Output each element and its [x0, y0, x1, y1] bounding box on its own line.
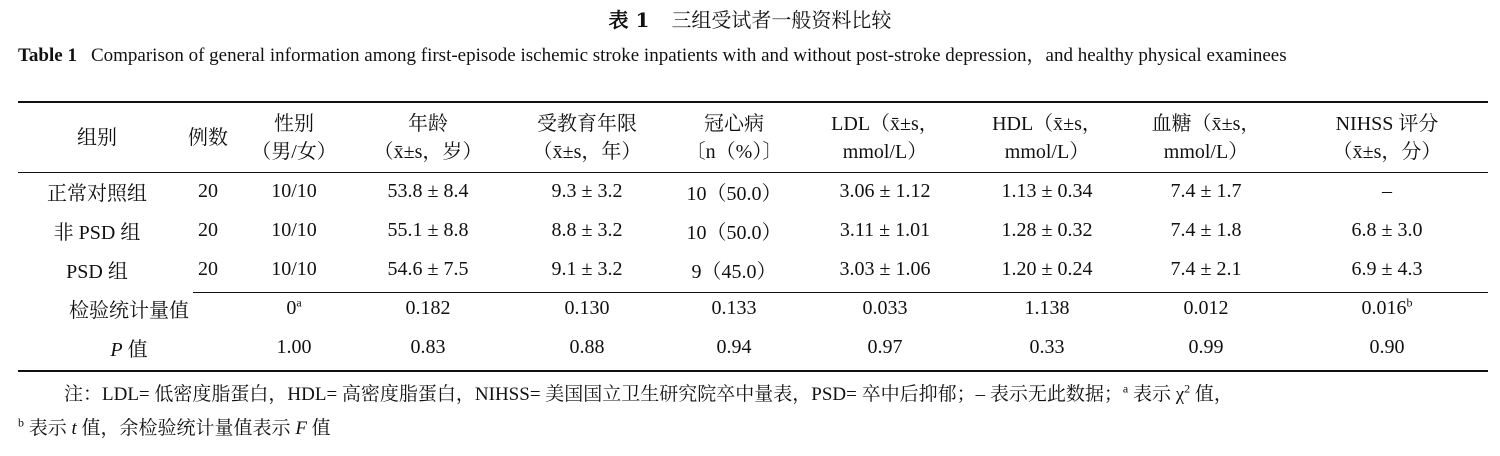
table-cell: 6.9 ± 4.3	[1351, 258, 1423, 280]
note-t: t	[71, 418, 77, 439]
header-cell	[348, 103, 508, 172]
table-cell: 0.133	[711, 297, 757, 319]
stat-nihss-sup: b	[1406, 295, 1413, 310]
note-b-text3: 值	[306, 418, 331, 439]
table-cell: 10/10	[271, 180, 317, 202]
header-line2: （x̄±s，年）	[532, 140, 642, 163]
header-cell	[802, 103, 968, 172]
header-line1: 血糖（x̄±s，	[1151, 112, 1261, 135]
table-cell: 非 PSD 组	[53, 222, 141, 244]
table-cell: 20	[198, 180, 218, 202]
table-cell: 10/10	[271, 258, 317, 280]
table-cell: 10（50.0）	[686, 222, 782, 244]
table-cell: 1.28 ± 0.32	[1001, 219, 1093, 241]
table-label-en: Table 1	[18, 45, 77, 66]
note-sup-b: b	[18, 415, 24, 430]
table-cell: 0.012	[1183, 297, 1229, 319]
note-line1: 注：LDL= 低密度脂蛋白，HDL= 高密度脂蛋白，NIHSS= 美国国立卫生研究院卒中量表，PSD= 卒中后抑郁；– 表示无此数据；	[64, 384, 1123, 405]
header-line2: （x̄±s，岁）	[373, 140, 483, 163]
header-cell	[666, 103, 802, 172]
table-cell: 20	[198, 258, 218, 280]
p-value-row	[18, 328, 1488, 367]
table-cell: 9.1 ± 3.2	[551, 258, 623, 280]
table-cell: 0.90	[1369, 336, 1405, 358]
table-cell: PSD 组	[66, 261, 128, 283]
table-cell: 6.8 ± 3.0	[1351, 219, 1423, 241]
table-cell: –	[1382, 180, 1392, 202]
header-cell	[968, 103, 1126, 172]
table-cell: 7.4 ± 1.7	[1170, 180, 1242, 202]
note-a-text2: 值，	[1190, 384, 1233, 405]
table-row	[18, 211, 1488, 250]
header-line1: HDL（x̄±s，	[992, 112, 1102, 135]
table-cell: 0.88	[569, 336, 605, 358]
table-cell: 7.4 ± 1.8	[1170, 219, 1242, 241]
table-label-cn: 表 1	[608, 8, 650, 32]
table-cell: 20	[198, 219, 218, 241]
header-line2: （男/女）	[251, 140, 337, 163]
table-cell: 0.033	[862, 297, 908, 319]
table-cell: 0.94	[716, 336, 752, 358]
stat-nihss-cell	[1286, 289, 1488, 328]
header-line2: （x̄±s，分）	[1332, 140, 1442, 163]
header-cell	[240, 103, 348, 172]
header-cell	[18, 103, 176, 172]
header-line1: NIHSS 评分	[1335, 112, 1439, 135]
table-caption-cn	[0, 4, 1500, 33]
table-cell: 54.6 ± 7.5	[387, 258, 469, 280]
table-cell: 55.1 ± 8.8	[387, 219, 469, 241]
table-cell: 0.83	[410, 336, 446, 358]
bottom-rule	[18, 370, 1488, 372]
table-title-cn: 三组受试者一般资料比较	[671, 8, 892, 32]
table-cell: 0.130	[564, 297, 610, 319]
table-cell: 10/10	[271, 219, 317, 241]
table-cell: 1.00	[276, 336, 312, 358]
table-cell: 1.20 ± 0.24	[1001, 258, 1093, 280]
table-cell: 0.182	[405, 297, 451, 319]
table-cell: 9.3 ± 3.2	[551, 180, 623, 202]
header-line1: 年龄	[408, 112, 448, 135]
table-cell: 53.8 ± 8.4	[387, 180, 469, 202]
note-chi-sup: 2	[1184, 381, 1191, 396]
header-line2: mmol/L）	[842, 140, 928, 163]
header-cell	[1286, 103, 1488, 172]
stat-row	[18, 289, 1488, 328]
header-cell	[1126, 103, 1286, 172]
header-line1: 性别	[274, 112, 314, 135]
p-row-label	[18, 328, 240, 367]
table-title-en: Comparison of general information among first-episode ischemic stroke inpatients with and without post-stroke depression，and healthy physical examinees	[90, 45, 1287, 66]
table-cell: 1.138	[1024, 297, 1070, 319]
stat-row-label: 检验统计量值	[69, 300, 189, 322]
table-row	[18, 172, 1488, 211]
note-b-text2: 值，余检验统计量值表示	[76, 418, 296, 439]
stat-sex-sup: a	[296, 295, 302, 310]
table-cell: 1.13 ± 0.34	[1001, 180, 1093, 202]
table-cell: 3.06 ± 1.12	[839, 180, 931, 202]
header-line2: mmol/L）	[1163, 140, 1249, 163]
table-cell: 3.11 ± 1.01	[839, 219, 931, 241]
table-cell: 10（50.0）	[686, 183, 782, 205]
data-table	[18, 103, 1488, 367]
note-sup-a: a	[1122, 381, 1129, 396]
table-cell: 0.97	[867, 336, 903, 358]
table-row	[18, 250, 1488, 289]
stat-nihss-value: 0.016	[1361, 297, 1407, 319]
header-line1: 例数	[188, 126, 228, 149]
p-label-rest: 值	[122, 339, 148, 361]
table-cell: 3.03 ± 1.06	[839, 258, 931, 280]
header-line1: LDL（x̄±s，	[831, 112, 939, 135]
header-line2: 〔n（%）〕	[685, 140, 783, 163]
header-line2: mmol/L）	[1004, 140, 1090, 163]
header-row	[18, 103, 1488, 172]
header-line1: 组别	[77, 126, 117, 149]
header-cell	[176, 103, 240, 172]
p-italic: P	[110, 339, 123, 361]
stat-sex-value: 0	[286, 297, 297, 319]
table-cell: 0.33	[1029, 336, 1065, 358]
table-cell: 正常对照组	[47, 183, 147, 205]
table-footnote	[18, 378, 1488, 446]
table-cell: 8.8 ± 3.2	[551, 219, 623, 241]
note-f: F	[295, 418, 307, 439]
note-b-text1: 表示	[24, 418, 72, 439]
note-a-text: 表示 χ	[1128, 384, 1185, 405]
table-cell: 9（45.0）	[691, 261, 777, 283]
stat-sex-cell	[240, 289, 348, 328]
header-line1: 受教育年限	[537, 112, 637, 135]
table-cell: 7.4 ± 2.1	[1170, 258, 1242, 280]
header-cell	[508, 103, 666, 172]
table-cell: 0.99	[1188, 336, 1224, 358]
header-line1: 冠心病	[704, 112, 764, 135]
table-caption-en	[18, 40, 1488, 72]
